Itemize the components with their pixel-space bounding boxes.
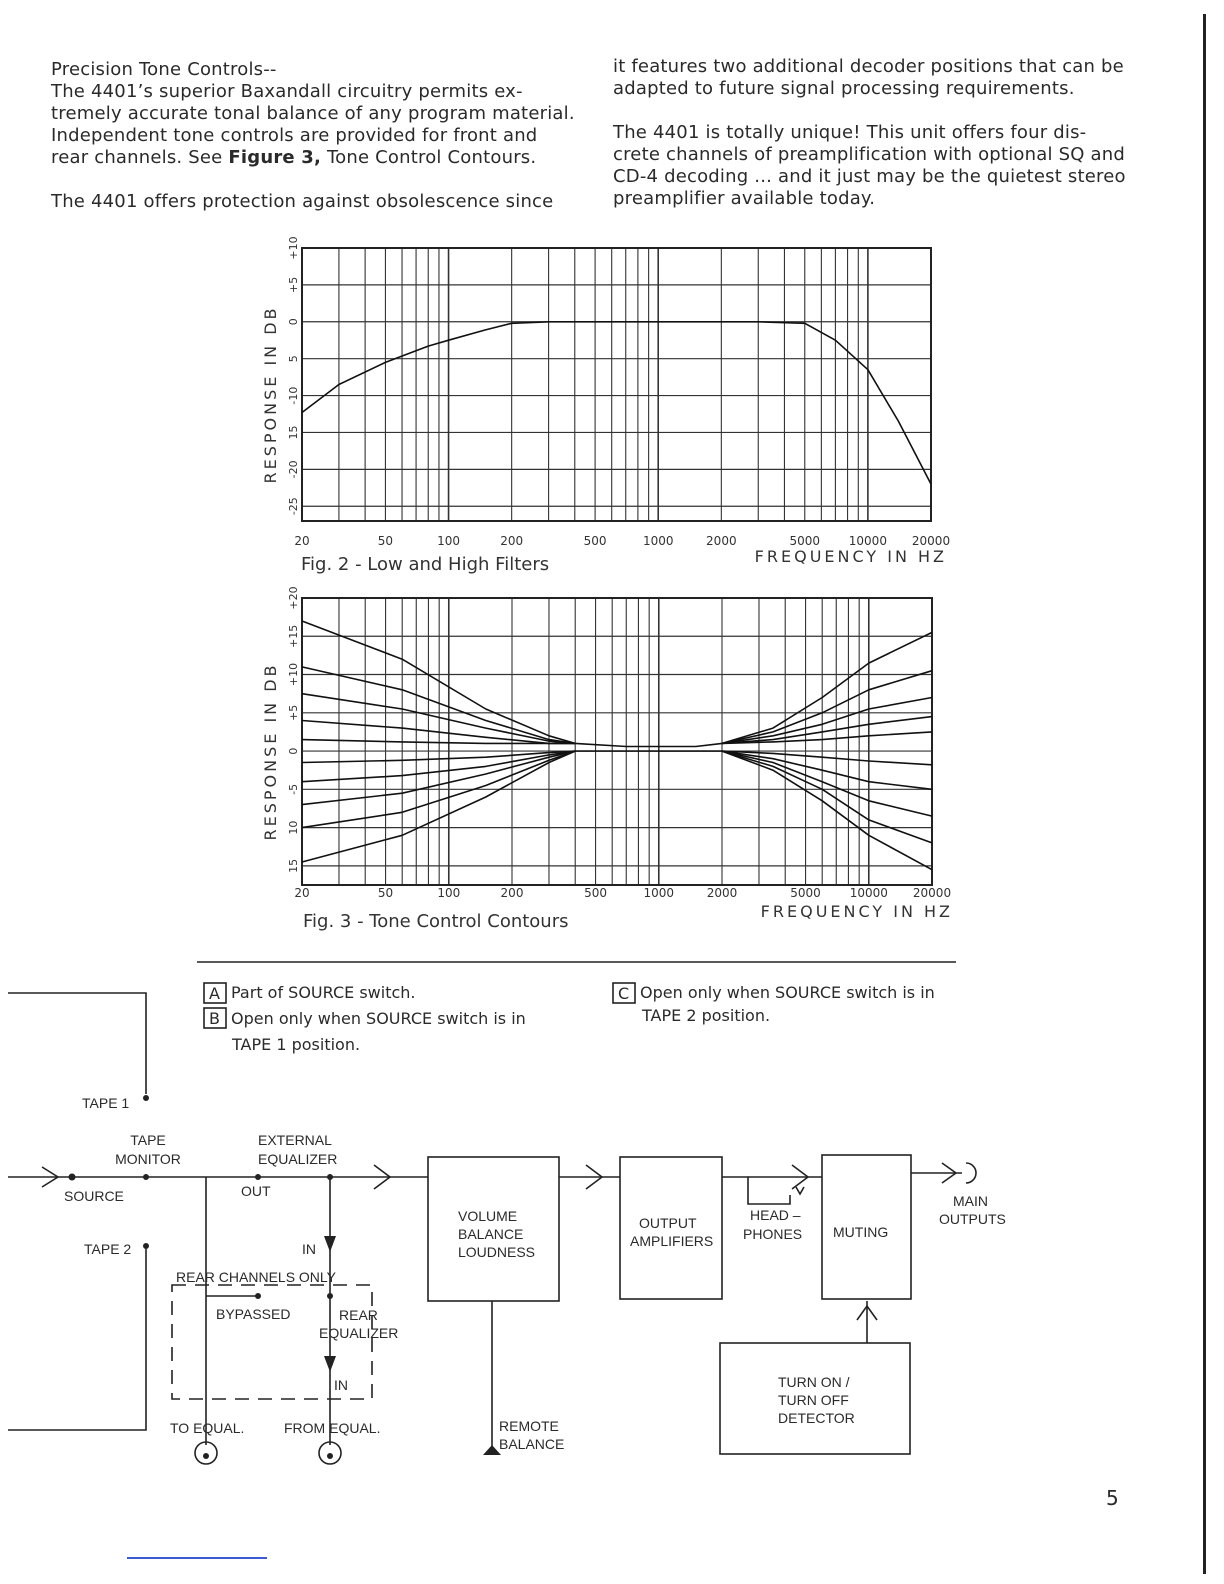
from-equal-label: FROM EQUAL. [284,1420,381,1436]
tape1-wire [8,993,146,1094]
y-tick-label: -25 [287,497,300,516]
out-label: OUT [241,1183,271,1199]
x-tick-label: 100 [437,534,461,548]
x-tick-label: 50 [377,886,394,900]
to-equal-label: TO EQUAL. [170,1420,245,1436]
x-tick-label: 20 [294,886,310,900]
external-equalizer-label: EQUALIZER [258,1151,338,1167]
source-node [69,1174,76,1181]
tape1-label: TAPE 1 [82,1095,130,1111]
y-axis-label: RESPONSE IN DB [261,662,280,841]
body-line: tremely accurate tonal balance of any program material. [51,103,575,124]
detector-label: TURN ON / [778,1374,850,1390]
figure-caption: Fig. 3 - Tone Control Contours [303,911,569,932]
headphones-label: HEAD – [750,1207,801,1223]
y-tick-label: 15 [287,858,300,873]
x-tick-label: 10000 [848,534,887,548]
body-line: adapted to future signal processing requirements. [613,78,1075,99]
bottom-mark [127,1557,267,1559]
rear-equalizer-label: EQUALIZER [319,1325,399,1341]
tape2-label: TAPE 2 [84,1241,132,1257]
main-outputs-label: MAIN [953,1193,988,1209]
volume-label: VOLUME [458,1208,518,1224]
y-tick-label: 10 [287,820,300,835]
in-label: IN [302,1241,316,1257]
y-tick-label: +10 [287,236,300,260]
legend-letter: C [618,984,630,1003]
output-amplifiers-label: AMPLIFIERS [630,1233,714,1249]
x-tick-label: 2000 [706,886,738,900]
body-line: Independent tone controls are provided for front and [51,125,538,146]
x-axis-label: FREQUENCY IN HZ [760,902,953,921]
x-tick-label: 500 [583,534,607,548]
y-tick-label: +5 [287,276,300,294]
in-switch-icon [324,1236,336,1252]
y-tick-label: -5 [287,783,300,795]
source-label: SOURCE [64,1188,124,1204]
headphones-label: PHONES [743,1226,803,1242]
y-tick-label: 0 [287,747,300,755]
jack-icon [796,1187,804,1194]
x-tick-label: 20000 [912,886,952,900]
y-tick-label: 5 [287,355,300,363]
legend-text: TAPE 1 position. [232,1035,361,1054]
rear-equalizer-label: REAR [339,1307,378,1323]
ext-eq-in-node [327,1174,333,1180]
headphones-wire [722,1177,790,1204]
detector-label: TURN OFF [778,1392,849,1408]
jack-pin [327,1453,333,1459]
x-tick-label: 20 [294,534,310,548]
page-edge-rule [1203,14,1206,1574]
figure-reference: Figure 3, [228,147,322,168]
y-tick-label: -10 [287,386,300,405]
legend-letter: B [209,1009,220,1028]
bypassed-label: BYPASSED [216,1306,291,1322]
legend-text: Part of SOURCE switch. [231,983,416,1002]
rear-channels-label: REAR CHANNELS ONLY [176,1269,337,1285]
rear-eq-node [327,1293,333,1299]
volume-label: BALANCE [458,1226,524,1242]
x-tick-label: 1000 [643,886,675,900]
y-tick-label: +5 [287,704,300,721]
y-tick-label: 0 [287,318,300,326]
x-tick-label: 200 [500,886,524,900]
main-output-jack-icon [966,1163,976,1183]
x-axis-label: FREQUENCY IN HZ [754,547,947,566]
section-heading: Precision Tone Controls-- [51,59,277,80]
main-outputs-label: OUTPUTS [939,1211,1006,1227]
body-line: The 4401’s superior Baxandall circuitry permits ex- [51,81,523,102]
body-line: crete channels of preamplification with optional SQ and [613,144,1125,165]
tape-monitor-label: MONITOR [115,1151,181,1167]
y-tick-label: +15 [287,624,300,648]
in-switch-icon [324,1356,336,1372]
body-line: rear channels. See Figure 3, Tone Control Contours. [51,147,537,168]
x-tick-label: 10000 [849,886,888,900]
tape2-wire [8,1249,146,1430]
x-tick-label: 500 [584,886,608,900]
y-tick-label: -20 [287,460,300,479]
remote-balance-label: BALANCE [499,1436,565,1452]
jack-pin [203,1453,209,1459]
remote-balance-label: REMOTE [499,1418,559,1434]
figure-caption: Fig. 2 - Low and High Filters [301,554,550,575]
external-equalizer-label: EXTERNAL [258,1132,332,1148]
x-tick-label: 100 [437,886,461,900]
tape-monitor-node [143,1174,149,1180]
detector-label: DETECTOR [778,1410,855,1426]
body-line: The 4401 offers protection against obsolescence since [51,191,554,212]
legend-text: Open only when SOURCE switch is in [231,1009,526,1028]
ext-eq-out-node [255,1174,261,1180]
body-line: preamplifier available today. [613,188,876,209]
tape2-node [143,1243,149,1249]
tape1-node [143,1095,149,1101]
y-tick-label: +20 [287,586,300,610]
body-line: it features two additional decoder positions that can be [613,56,1124,77]
tape-monitor-label: TAPE [130,1132,166,1148]
x-tick-label: 20000 [911,534,951,548]
legend-letter: A [209,984,220,1003]
x-tick-label: 1000 [642,534,674,548]
y-axis-label: RESPONSE IN DB [261,305,280,484]
x-tick-label: 50 [377,534,394,548]
legend-text: TAPE 2 position. [642,1006,771,1025]
x-tick-label: 5000 [789,534,821,548]
y-tick-label: 15 [287,425,300,440]
page-number: 5 [1106,1486,1119,1510]
volume-label: LOUDNESS [458,1244,536,1260]
y-tick-label: +10 [287,662,300,687]
legend-text: Open only when SOURCE switch is in [640,983,935,1002]
in-label: IN [334,1377,348,1393]
x-tick-label: 5000 [790,886,821,900]
body-line: The 4401 is totally unique! This unit offers four dis- [613,122,1087,143]
muting-label: MUTING [833,1224,889,1240]
x-tick-label: 2000 [706,534,737,548]
output-amplifiers-label: OUTPUT [639,1215,697,1231]
bypass-node [255,1293,261,1299]
body-line: CD-4 decoding ... and it just may be the quietest stereo [613,166,1126,187]
x-tick-label: 200 [500,534,524,548]
